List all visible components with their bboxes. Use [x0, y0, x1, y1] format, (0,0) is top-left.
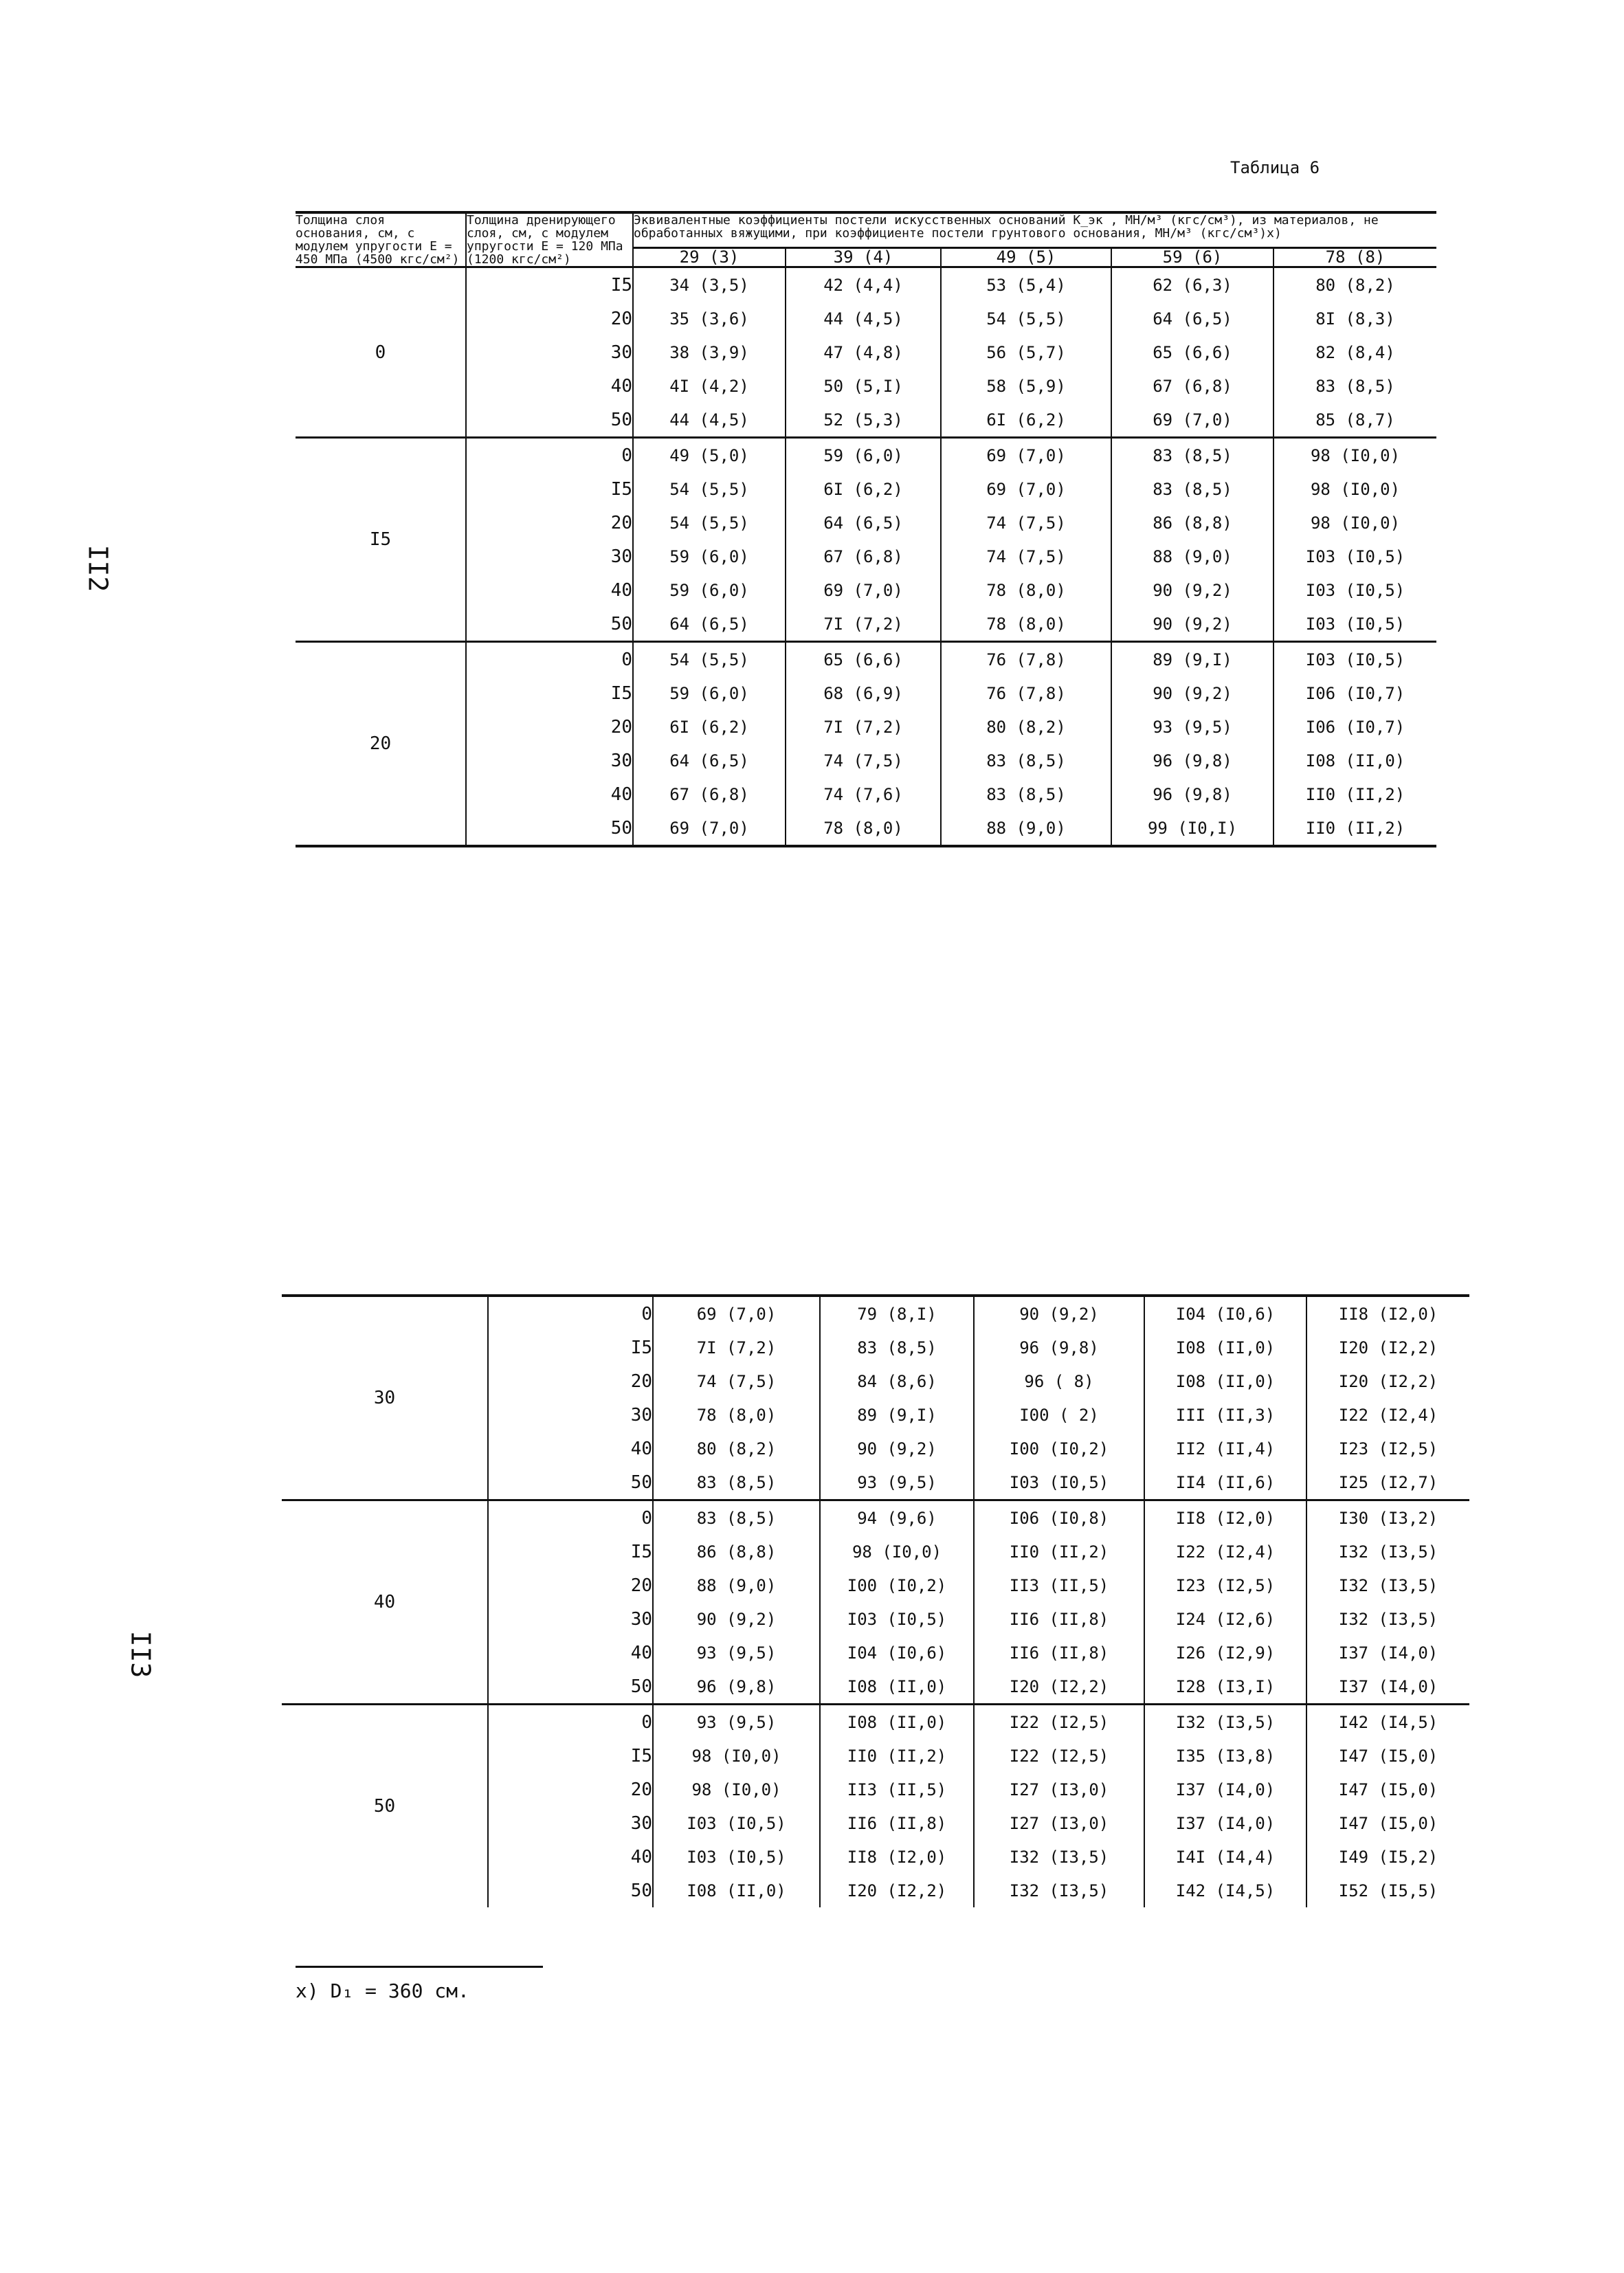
coefficient-cell: I04 (I0,6) [1144, 1296, 1306, 1331]
drain-thickness-cell: 30 [488, 1398, 653, 1432]
coefficient-cell: 88 (9,0) [1111, 540, 1273, 573]
coefficient-cell: 83 (8,5) [941, 744, 1111, 777]
header-base-thickness: Толщина слоя основания, см, с модулем упругости E = 450 МПа (4500 кгс/см²) [296, 212, 466, 267]
coefficient-cell: I22 (I2,5) [974, 1705, 1144, 1740]
drain-thickness-cell: 0 [466, 642, 633, 677]
coefficient-cell: 69 (7,0) [941, 472, 1111, 506]
coefficient-cell: I32 (I3,5) [974, 1840, 1144, 1874]
drain-thickness-cell: 50 [488, 1670, 653, 1705]
coefficient-cell: 90 (9,2) [1111, 607, 1273, 642]
coefficient-cell: 79 (8,I) [820, 1296, 974, 1331]
table-row [296, 710, 1436, 744]
coefficient-cell: 93 (9,5) [653, 1636, 820, 1670]
drain-thickness-cell: 20 [488, 1568, 653, 1602]
coefficient-cell: 78 (8,0) [786, 811, 941, 846]
coefficient-cell: 96 (9,8) [653, 1670, 820, 1705]
coefficient-cell: I20 (I2,2) [974, 1670, 1144, 1705]
drain-thickness-cell: 0 [488, 1705, 653, 1740]
coefficient-cell: I04 (I0,6) [820, 1636, 974, 1670]
table-row [282, 1705, 1469, 1740]
coefficient-cell: 64 (6,5) [1111, 302, 1273, 335]
coefficient-cell: 96 (9,8) [974, 1331, 1144, 1364]
coefficient-cell: 69 (7,0) [653, 1296, 820, 1331]
coefficient-cell: 85 (8,7) [1273, 403, 1436, 438]
coefficient-cell: I08 (II,0) [1144, 1364, 1306, 1398]
drain-thickness-cell: 20 [488, 1364, 653, 1398]
drain-thickness-cell: 50 [466, 607, 633, 642]
table-row [296, 267, 1436, 302]
coefficient-cell: 64 (6,5) [633, 607, 786, 642]
table-row [282, 1500, 1469, 1535]
page-number-lower: II3 [125, 1630, 156, 1678]
drain-thickness-cell: 0 [488, 1500, 653, 1535]
coefficient-cell: II0 (II,2) [1273, 777, 1436, 811]
coefficient-cell: I37 (I4,0) [1144, 1806, 1306, 1840]
coefficient-cell: I06 (I0,7) [1273, 710, 1436, 744]
coefficient-cell: 67 (6,8) [786, 540, 941, 573]
coefficient-cell: 90 (9,2) [974, 1296, 1144, 1331]
coefficient-cell: I27 (I3,0) [974, 1806, 1144, 1840]
table-row [296, 744, 1436, 777]
coefficient-cell: I03 (I0,5) [974, 1465, 1144, 1500]
coefficient-cell: 83 (8,5) [820, 1331, 974, 1364]
table-row [296, 403, 1436, 438]
drain-thickness-cell: I5 [488, 1535, 653, 1568]
drain-thickness-cell: 50 [488, 1874, 653, 1907]
drain-thickness-cell: 40 [466, 369, 633, 403]
coefficient-cell: 4I (4,2) [633, 369, 786, 403]
coefficient-cell: 56 (5,7) [941, 335, 1111, 369]
coefficient-cell: 83 (8,5) [1111, 438, 1273, 473]
coefficient-cell: 64 (6,5) [786, 506, 941, 540]
coefficient-cell: 90 (9,2) [1111, 676, 1273, 710]
coefficient-cell: 83 (8,5) [1273, 369, 1436, 403]
coefficient-cell: I25 (I2,7) [1306, 1465, 1469, 1500]
base-thickness-cell: 0 [296, 267, 466, 438]
coefficient-cell: 88 (9,0) [941, 811, 1111, 846]
table-row [282, 1296, 1469, 1331]
coefficient-cell: 89 (9,I) [1111, 642, 1273, 677]
coefficient-cell: II4 (II,6) [1144, 1465, 1306, 1500]
drain-thickness-cell: 50 [488, 1465, 653, 1500]
coefficient-cell: 98 (I0,0) [1273, 438, 1436, 473]
coefficient-cell: I35 (I3,8) [1144, 1739, 1306, 1773]
coefficient-cell: 50 (5,I) [786, 369, 941, 403]
coefficient-cell: 99 (I0,I) [1111, 811, 1273, 846]
coefficient-cell: 74 (7,5) [653, 1364, 820, 1398]
coefficient-cell: I03 (I0,5) [1273, 607, 1436, 642]
drain-thickness-cell: I5 [466, 472, 633, 506]
drain-thickness-cell: 50 [466, 403, 633, 438]
drain-thickness-cell: I5 [466, 267, 633, 302]
coefficient-cell: 65 (6,6) [1111, 335, 1273, 369]
coefficient-cell: 34 (3,5) [633, 267, 786, 302]
coefficient-cell: 59 (6,0) [633, 540, 786, 573]
coefficient-cell: II8 (I2,0) [820, 1840, 974, 1874]
coefficient-cell: 52 (5,3) [786, 403, 941, 438]
drain-thickness-cell: I5 [488, 1739, 653, 1773]
drain-thickness-cell: 30 [466, 335, 633, 369]
subheader-col-3: 49 (5) [941, 248, 1111, 267]
coefficient-cell: 98 (I0,0) [1273, 506, 1436, 540]
table-row [296, 472, 1436, 506]
base-thickness-cell: 20 [296, 642, 466, 847]
table-row [296, 777, 1436, 811]
coefficient-cell: 96 ( 8) [974, 1364, 1144, 1398]
coefficient-cell: 94 (9,6) [820, 1500, 974, 1535]
coefficient-cell: 58 (5,9) [941, 369, 1111, 403]
coefficient-cell: 82 (8,4) [1273, 335, 1436, 369]
coefficient-cell: 98 (I0,0) [820, 1535, 974, 1568]
coefficient-cell: 6I (6,2) [786, 472, 941, 506]
table-row [296, 302, 1436, 335]
coefficient-cell: 47 (4,8) [786, 335, 941, 369]
coefficient-cell: I22 (I2,5) [974, 1739, 1144, 1773]
coefficient-cell: I03 (I0,5) [653, 1806, 820, 1840]
coefficient-cell: 93 (9,5) [820, 1465, 974, 1500]
coefficient-cell: 6I (6,2) [941, 403, 1111, 438]
coefficient-cell: 80 (8,2) [1273, 267, 1436, 302]
header-coefficients: Эквивалентные коэффициенты постели искусственных оснований K_эк , МН/м³ (кгс/см³), из материалов, не обработанных вяжущими, при коэффициенте постели грунтового основания, МН/м³ (кгс/см³)x) [633, 212, 1436, 248]
coefficient-cell: I37 (I4,0) [1306, 1670, 1469, 1705]
coefficient-cell: II3 (II,5) [820, 1773, 974, 1806]
coefficient-cell: 83 (8,5) [653, 1465, 820, 1500]
table-row [296, 642, 1436, 677]
coefficient-cell: 68 (6,9) [786, 676, 941, 710]
coefficient-cell: I42 (I4,5) [1306, 1705, 1469, 1740]
coefficient-cell: 42 (4,4) [786, 267, 941, 302]
coefficient-cell: I00 (I0,2) [820, 1568, 974, 1602]
coefficient-cell: I32 (I3,5) [1306, 1568, 1469, 1602]
coefficient-cell: 74 (7,6) [786, 777, 941, 811]
coefficient-cell: 78 (8,0) [653, 1398, 820, 1432]
drain-thickness-cell: 20 [466, 710, 633, 744]
coefficient-cell: 7I (7,2) [653, 1331, 820, 1364]
coefficient-cell: II6 (II,8) [820, 1806, 974, 1840]
coefficient-cell: 59 (6,0) [633, 573, 786, 607]
table-row [296, 438, 1436, 473]
coefficient-cell: I00 (I0,2) [974, 1432, 1144, 1465]
coefficient-cell: I27 (I3,0) [974, 1773, 1144, 1806]
coefficient-cell: 80 (8,2) [653, 1432, 820, 1465]
coefficient-cell: I47 (I5,0) [1306, 1739, 1469, 1773]
table-row [296, 506, 1436, 540]
coefficient-cell: 67 (6,8) [633, 777, 786, 811]
coefficient-cell: I32 (I3,5) [1144, 1705, 1306, 1740]
subheader-col-2: 39 (4) [786, 248, 941, 267]
coefficient-cell: 59 (6,0) [633, 676, 786, 710]
base-thickness-cell: 30 [373, 1388, 396, 1408]
coefficient-cell: 98 (I0,0) [1273, 472, 1436, 506]
coefficient-cell: I03 (I0,5) [653, 1840, 820, 1874]
coefficient-cell: 74 (7,5) [941, 506, 1111, 540]
subheader-col-5: 78 (8) [1273, 248, 1436, 267]
table-row [296, 369, 1436, 403]
drain-thickness-cell: 40 [466, 777, 633, 811]
coefficient-cell: 7I (7,2) [786, 710, 941, 744]
coefficient-cell: I47 (I5,0) [1306, 1773, 1469, 1806]
coefficient-cell: II8 (I2,0) [1144, 1500, 1306, 1535]
coefficient-cell: I06 (I0,7) [1273, 676, 1436, 710]
coefficient-cell: 44 (4,5) [633, 403, 786, 438]
subheader-col-4: 59 (6) [1111, 248, 1273, 267]
drain-thickness-cell: 30 [466, 540, 633, 573]
coefficient-cell: 65 (6,6) [786, 642, 941, 677]
coefficient-cell: I20 (I2,2) [1306, 1331, 1469, 1364]
drain-thickness-cell: 40 [488, 1840, 653, 1874]
drain-thickness-cell: 50 [466, 811, 633, 846]
drain-thickness-cell: 40 [466, 573, 633, 607]
table-row [296, 573, 1436, 607]
drain-thickness-cell: 0 [488, 1296, 653, 1331]
coefficient-cell: I08 (II,0) [820, 1705, 974, 1740]
coefficient-cell: 59 (6,0) [786, 438, 941, 473]
coefficient-cell: 90 (9,2) [653, 1602, 820, 1636]
coefficient-cell: I52 (I5,5) [1306, 1874, 1469, 1907]
table-row [296, 811, 1436, 846]
coefficient-cell: 8I (8,3) [1273, 302, 1436, 335]
coefficient-cell: 64 (6,5) [633, 744, 786, 777]
drain-thickness-cell: 20 [488, 1773, 653, 1806]
coefficient-cell: 69 (7,0) [633, 811, 786, 846]
coefficient-cell: 6I (6,2) [633, 710, 786, 744]
coefficient-cell: 93 (9,5) [653, 1705, 820, 1740]
coefficient-cell: 84 (8,6) [820, 1364, 974, 1398]
coefficient-cell: I03 (I0,5) [820, 1602, 974, 1636]
coefficient-cell: I23 (I2,5) [1306, 1432, 1469, 1465]
base-thickness-cell: I5 [296, 438, 466, 642]
coefficient-cell: 93 (9,5) [1111, 710, 1273, 744]
coefficient-cell: 69 (7,0) [941, 438, 1111, 473]
coefficient-cell: 96 (9,8) [1111, 777, 1273, 811]
table-upper-body [296, 267, 1436, 847]
coefficient-cell: 62 (6,3) [1111, 267, 1273, 302]
coefficient-cell: I26 (I2,9) [1144, 1636, 1306, 1670]
drain-thickness-cell: I5 [488, 1331, 653, 1364]
table-row [296, 607, 1436, 642]
coefficient-cell: I08 (II,0) [1144, 1331, 1306, 1364]
coefficient-cell: 83 (8,5) [941, 777, 1111, 811]
coefficient-cell: 44 (4,5) [786, 302, 941, 335]
drain-thickness-cell: 0 [466, 438, 633, 473]
coefficient-cell: I37 (I4,0) [1144, 1773, 1306, 1806]
coefficient-cell: 96 (9,8) [1111, 744, 1273, 777]
coefficient-cell: 54 (5,5) [633, 472, 786, 506]
coefficient-cell: 74 (7,5) [941, 540, 1111, 573]
footnote-divider [296, 1966, 543, 1968]
coefficient-cell: 76 (7,8) [941, 676, 1111, 710]
coefficient-cell: 74 (7,5) [786, 744, 941, 777]
header-drain-thickness: Толщина дренирующего слоя, см, с модулем упругости E = 120 МПа (1200 кгс/см²) [466, 212, 633, 267]
coefficient-cell: 76 (7,8) [941, 642, 1111, 677]
coefficient-cell: I32 (I3,5) [974, 1874, 1144, 1907]
page-number-upper: II2 [82, 544, 113, 592]
coefficient-cell: 80 (8,2) [941, 710, 1111, 744]
drain-thickness-cell: 20 [466, 302, 633, 335]
coefficient-cell: I24 (I2,6) [1144, 1602, 1306, 1636]
coefficient-cell: I03 (I0,5) [1273, 540, 1436, 573]
drain-thickness-cell: 30 [488, 1602, 653, 1636]
coefficient-cell: 88 (9,0) [653, 1568, 820, 1602]
drain-thickness-cell: 30 [466, 744, 633, 777]
table-row [296, 335, 1436, 369]
subheader-col-1: 29 (3) [633, 248, 786, 267]
coefficient-cell: 98 (I0,0) [653, 1773, 820, 1806]
table-title: Таблица 6 [1230, 158, 1320, 177]
coefficient-cell: I22 (I2,4) [1144, 1535, 1306, 1568]
coefficient-cell: 54 (5,5) [633, 506, 786, 540]
footnote: x) D₁ = 360 см. [296, 1980, 469, 2002]
table-lower-body [282, 1296, 1469, 1907]
coefficient-cell: I03 (I0,5) [1273, 573, 1436, 607]
drain-thickness-cell: 40 [488, 1636, 653, 1670]
coefficient-cell: 89 (9,I) [820, 1398, 974, 1432]
coefficient-cell: 86 (8,8) [653, 1535, 820, 1568]
coefficient-cell: I32 (I3,5) [1306, 1535, 1469, 1568]
coefficient-cell: 78 (8,0) [941, 573, 1111, 607]
coefficient-cell: II0 (II,2) [1273, 811, 1436, 846]
coefficient-cell: II2 (II,4) [1144, 1432, 1306, 1465]
coefficient-cell: II0 (II,2) [974, 1535, 1144, 1568]
coefficient-cell: 98 (I0,0) [653, 1739, 820, 1773]
coefficient-cell: I23 (I2,5) [1144, 1568, 1306, 1602]
drain-thickness-cell: 40 [488, 1432, 653, 1465]
coefficient-cell: I08 (II,0) [653, 1874, 820, 1907]
coefficient-cell: 78 (8,0) [941, 607, 1111, 642]
coefficient-cell: I42 (I4,5) [1144, 1874, 1306, 1907]
coefficient-cell: 83 (8,5) [653, 1500, 820, 1535]
coefficient-cell: 7I (7,2) [786, 607, 941, 642]
base-thickness-cell: 40 [282, 1500, 488, 1705]
coefficient-cell: I00 ( 2) [974, 1398, 1144, 1432]
drain-thickness-cell: 20 [466, 506, 633, 540]
coefficient-cell: I37 (I4,0) [1306, 1636, 1469, 1670]
table-row [296, 540, 1436, 573]
coefficient-cell: I47 (I5,0) [1306, 1806, 1469, 1840]
coefficient-cell: I08 (II,0) [1273, 744, 1436, 777]
coefficient-cell: 67 (6,8) [1111, 369, 1273, 403]
coefficient-cell: 35 (3,6) [633, 302, 786, 335]
coefficient-cell: I08 (II,0) [820, 1670, 974, 1705]
drain-thickness-cell: I5 [466, 676, 633, 710]
coefficient-cell: 53 (5,4) [941, 267, 1111, 302]
coefficient-cell: 83 (8,5) [1111, 472, 1273, 506]
table-row [296, 676, 1436, 710]
coefficient-cell: 54 (5,5) [633, 642, 786, 677]
coefficient-cell: I4I (I4,4) [1144, 1840, 1306, 1874]
coefficient-cell: 49 (5,0) [633, 438, 786, 473]
coefficient-cell: 54 (5,5) [941, 302, 1111, 335]
coefficient-cell: I28 (I3,I) [1144, 1670, 1306, 1705]
table-lower [282, 1294, 1469, 1907]
coefficient-cell: 86 (8,8) [1111, 506, 1273, 540]
coefficient-cell: III (II,3) [1144, 1398, 1306, 1432]
coefficient-cell: II8 (I2,0) [1306, 1296, 1469, 1331]
coefficient-cell: I20 (I2,2) [820, 1874, 974, 1907]
coefficient-cell: II6 (II,8) [974, 1636, 1144, 1670]
coefficient-cell: 90 (9,2) [820, 1432, 974, 1465]
coefficient-cell: II6 (II,8) [974, 1602, 1144, 1636]
coefficient-cell: I20 (I2,2) [1306, 1364, 1469, 1398]
coefficient-cell: I03 (I0,5) [1273, 642, 1436, 677]
coefficient-cell: II3 (II,5) [974, 1568, 1144, 1602]
coefficient-cell: II0 (II,2) [820, 1739, 974, 1773]
base-thickness-cell: 50 [282, 1705, 488, 1908]
coefficient-cell: 90 (9,2) [1111, 573, 1273, 607]
coefficient-cell: I22 (I2,4) [1306, 1398, 1469, 1432]
coefficient-cell: 38 (3,9) [633, 335, 786, 369]
coefficient-cell: 69 (7,0) [786, 573, 941, 607]
coefficient-cell: I32 (I3,5) [1306, 1602, 1469, 1636]
coefficient-cell: I49 (I5,2) [1306, 1840, 1469, 1874]
coefficient-cell: I06 (I0,8) [974, 1500, 1144, 1535]
table-upper [296, 211, 1436, 847]
drain-thickness-cell: 30 [488, 1806, 653, 1840]
coefficient-cell: I30 (I3,2) [1306, 1500, 1469, 1535]
coefficient-cell: 69 (7,0) [1111, 403, 1273, 438]
